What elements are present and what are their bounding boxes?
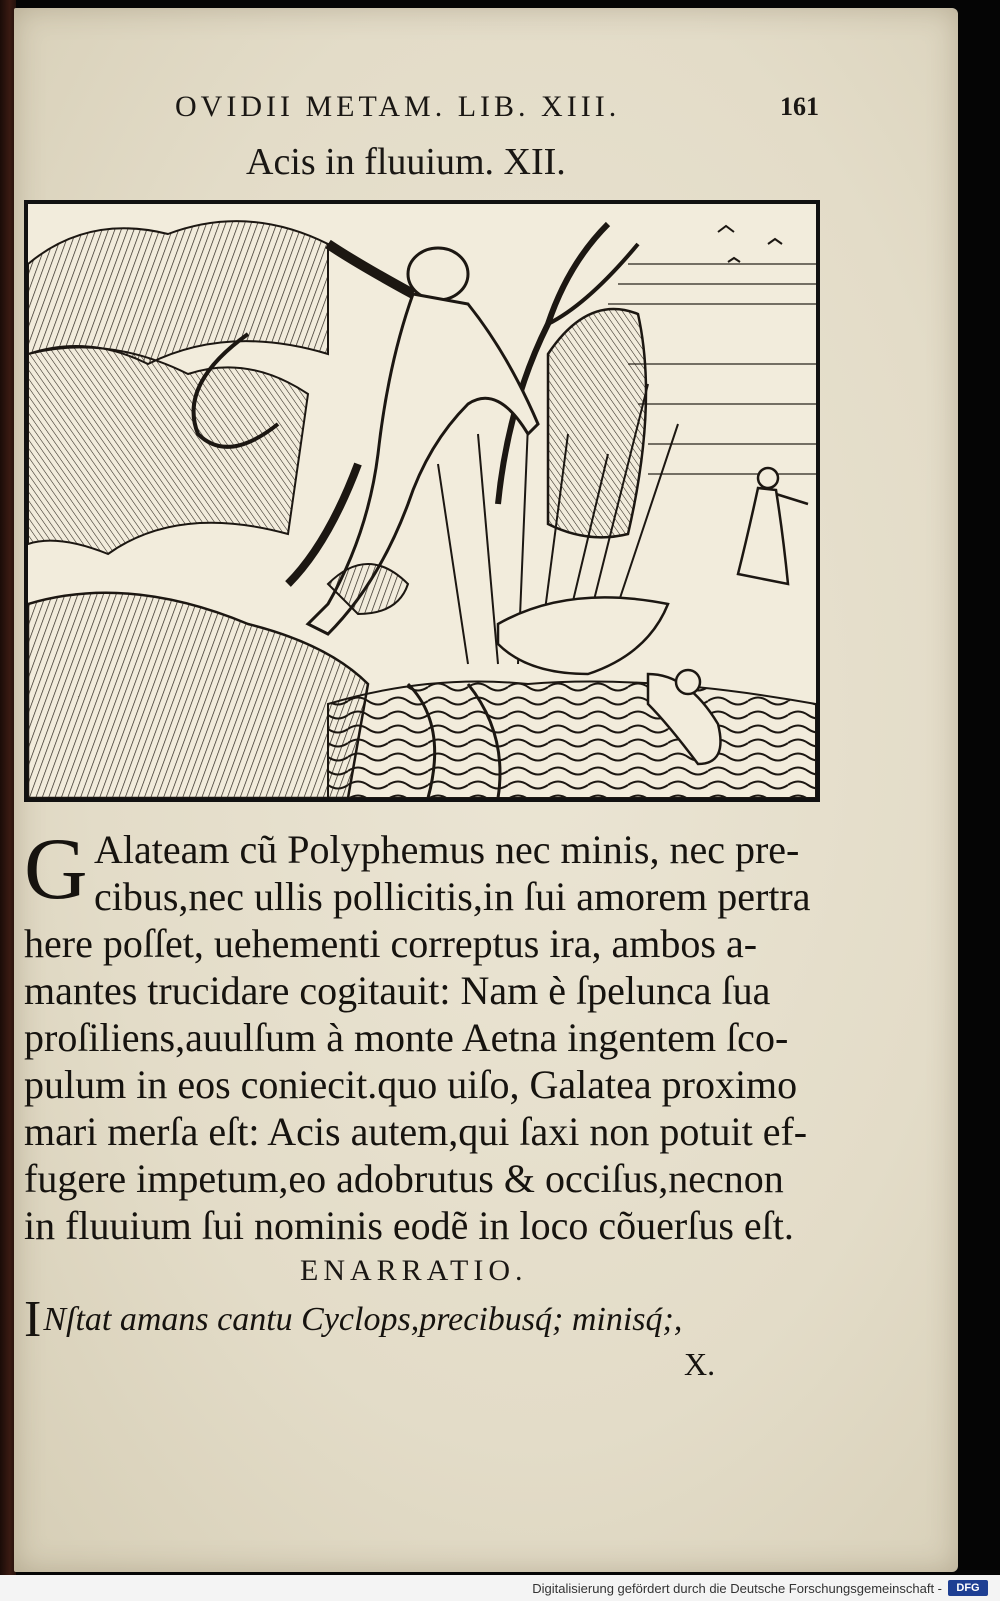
commentary-initial: I <box>24 1291 42 1348</box>
body-line-9: in fluuium ſui nominis eodẽ in loco cõuerſus eſt. <box>24 1203 794 1248</box>
section-heading: ENARRATIO. <box>300 1254 528 1287</box>
page-number: 161 <box>780 92 819 121</box>
body-line-6: pulum in eos coniecit.quo uiſo, Galatea proximo <box>24 1062 798 1107</box>
body-line-4: mantes trucidare cogitauit: Nam è ſpelunca ſua <box>24 968 771 1013</box>
footer-bar <box>0 1575 1000 1601</box>
body-line-3: here poſſet, uehementi correptus ira, ambos a- <box>24 921 758 966</box>
body-line-8: fugere impetum,eo adobrutus & occiſus,necnon <box>24 1156 784 1201</box>
signature-mark: X. <box>684 1346 716 1382</box>
body-line-5: proſiliens,auulſum à monte Aetna ingentem ſco- <box>24 1015 789 1060</box>
running-head: OVIDII METAM. LIB. XIII. <box>175 90 621 123</box>
footer-credit: Digitalisierung gefördert durch die Deutsche Forschungsgemeinschaft - <box>532 1581 942 1596</box>
woodcut-illustration <box>24 200 820 802</box>
dfg-logo-icon[interactable]: DFG <box>948 1580 988 1596</box>
woodcut-scene-icon <box>28 204 816 798</box>
body-line-2: cibus,nec ullis pollicitis,in ſui amorem pertra <box>94 874 811 919</box>
body-text <box>24 821 824 1249</box>
figure-title: Acis in fluuium. XII. <box>246 141 566 183</box>
commentary-text: Nſtat amans cantu Cyclops,precibusq́; minisq́;, <box>43 1301 683 1338</box>
drop-capital: G <box>24 821 88 918</box>
commentary-line <box>24 1291 683 1348</box>
body-line-7: mari merſa eſt: Acis autem,qui ſaxi non potuit ef- <box>24 1109 808 1154</box>
body-line-1: Alateam cũ Polyphemus nec minis, nec pre- <box>94 827 800 872</box>
